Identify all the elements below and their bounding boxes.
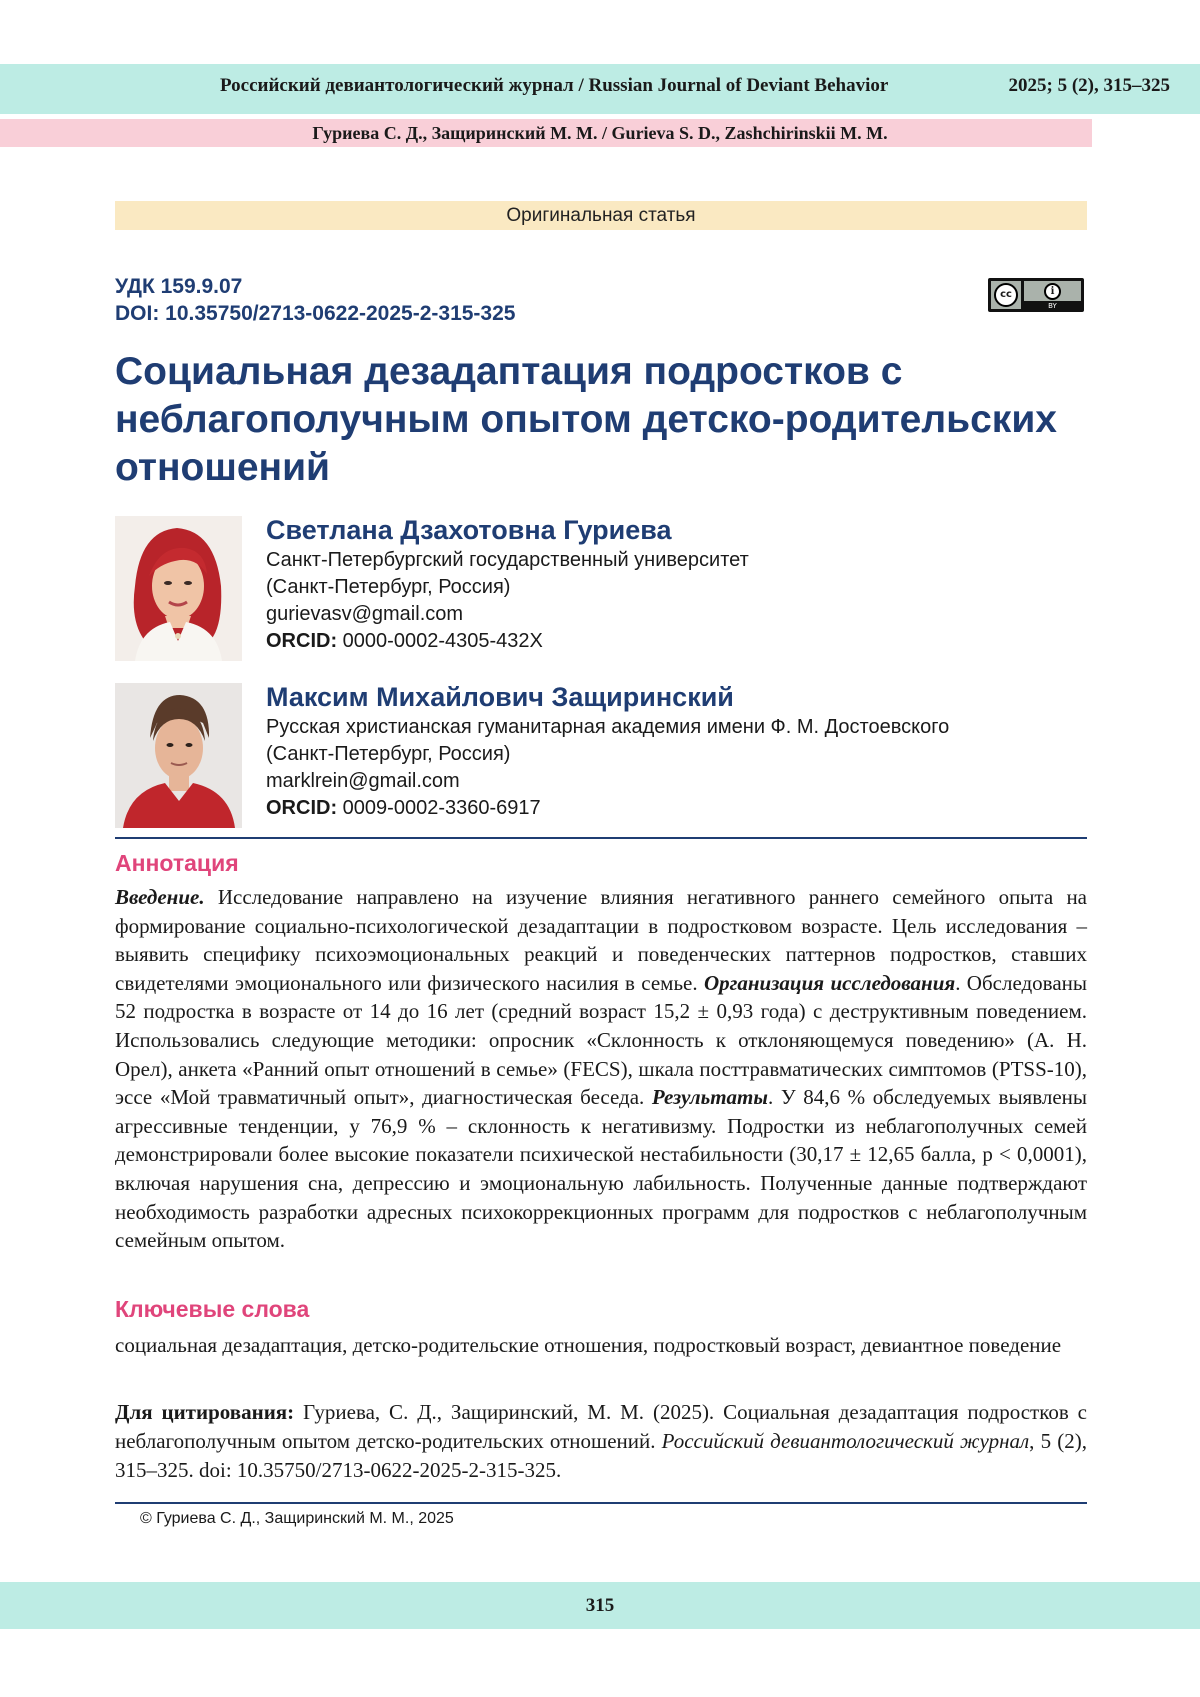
citation-tail: , 5 (2), 315–325. doi: 10.35750/2713-0622-2025-2-315-325. — [115, 1429, 1087, 1482]
abstract-results-text: . У 84,6 % обследуемых выявлены агрессивные тенденции, у 76,9 % – склонность к негативизму. Подростки из неблагополучных семей демонстрировали более высокие показатели психической нестабильности (30,17 ± 12,65 балла, p < 0,0001), включая нарушения сна, депрессию и эмоциональную лабильность. Полученные данные подтверждают необходимость разработки адресных психокоррекционных программ для подростков с неблагополучным семейным опытом. — [115, 1085, 1087, 1253]
orcid-label: ORCID: — [266, 797, 338, 819]
keywords-text: социальная дезадаптация, детско-родительские отношения, подростковый возраст, девиантное поведение — [115, 1333, 1062, 1357]
cc-by-license-badge[interactable] — [988, 278, 1084, 312]
author-affiliation: Русская христианская гуманитарная академия имени Ф. М. Достоевского — [266, 716, 950, 738]
citation-label: Для цитирования: — [115, 1400, 295, 1424]
journal-name: Российский девиантологический журнал / Russian Journal of Deviant Behavior — [220, 75, 889, 96]
author-orcid[interactable] — [266, 628, 1096, 655]
cc-icon: cc — [994, 283, 1018, 307]
orcid-label: ORCID: — [266, 630, 338, 652]
by-label: BY — [1048, 302, 1057, 310]
orcid-value[interactable]: 0000-0002-4305-432X — [342, 630, 543, 652]
doi-link[interactable]: DOI: 10.35750/2713-0622-2025-2-315-325 — [115, 302, 516, 325]
running-authors: Гуриева С. Д., Защиринский М. М. / Gurieva S. D., Zashchirinskii M. M. — [312, 123, 888, 143]
copyright-notice: © Гуриева С. Д., Защиринский М. М., 2025 — [140, 1510, 454, 1527]
author-orcid[interactable] — [266, 795, 1096, 822]
citation-block — [115, 1398, 1087, 1485]
attribution-icon: i — [1044, 283, 1061, 300]
journal-issue: 2025; 5 (2), 315–325 — [1008, 75, 1170, 96]
article-type-banner: Оригинальная статья — [115, 201, 1087, 230]
keywords-heading: Ключевые слова — [115, 1296, 310, 1322]
article-title: Социальная дезадаптация подростков с неблагополучным опытом детско-родительских отношений — [115, 350, 1057, 489]
author-affiliation: Санкт-Петербургский государственный университет — [266, 549, 749, 571]
author-photo — [115, 683, 242, 828]
abstract-results-label: Результаты — [651, 1085, 768, 1110]
author-name: Максим Михайлович Защиринский — [266, 682, 734, 712]
abstract-intro-label: Введение. — [115, 885, 205, 909]
citation-journal: Российский девиантологический журнал — [661, 1429, 1030, 1453]
abstract-heading: Аннотация — [115, 850, 239, 876]
author-email[interactable]: gurievasv@gmail.com — [266, 603, 464, 625]
orcid-value[interactable]: 0009-0002-3360-6917 — [342, 797, 541, 819]
author-name: Светлана Дзахотовна Гуриева — [266, 515, 672, 545]
abstract-text — [115, 883, 1087, 1255]
section-divider — [115, 837, 1087, 839]
abstract-intro-text: Исследование направлено на изучение влияния негативного раннего семейного опыта на формирование социально-психологической дезадаптации в подростковом возрасте. Цель исследования – выявить специфику психоэмоциональных реакций и поведенческих паттернов подростков, ставших свидетелями эмоционального или физического насилия в семье. — [115, 885, 1087, 995]
abstract-org-text: . Обследованы 52 подростка в возрасте от 14 до 16 лет (средний возраст 15,2 ± 0,93 года) с деструктивным поведением. Использовались следующие методики: опросник «Склонность к отклоняющемуся поведению» (А. Н. Орел), анкета «Ранний опыт отношений в семье» (FECS), шкала посттравматических симптомов (PTSS-10), эссе «Мой травматичный опыт», диагностическая беседа. — [115, 970, 1087, 1110]
author-email[interactable]: marklrein@gmail.com — [266, 770, 460, 792]
footer-divider — [115, 1502, 1087, 1504]
page-number: 315 — [585, 1595, 615, 1616]
author-location: (Санкт-Петербург, Россия) — [266, 743, 511, 765]
author-location: (Санкт-Петербург, Россия) — [266, 576, 511, 598]
citation-text: Гуриева, С. Д., Защиринский, М. М. (2025). Социальная дезадаптация подростков с неблагополучным опытом детско-родительских отношений. — [115, 1400, 1087, 1453]
author-photo — [115, 516, 242, 661]
abstract-org-label: Организация исследования — [703, 970, 956, 995]
udk-code: УДК 159.9.07 — [115, 275, 243, 298]
